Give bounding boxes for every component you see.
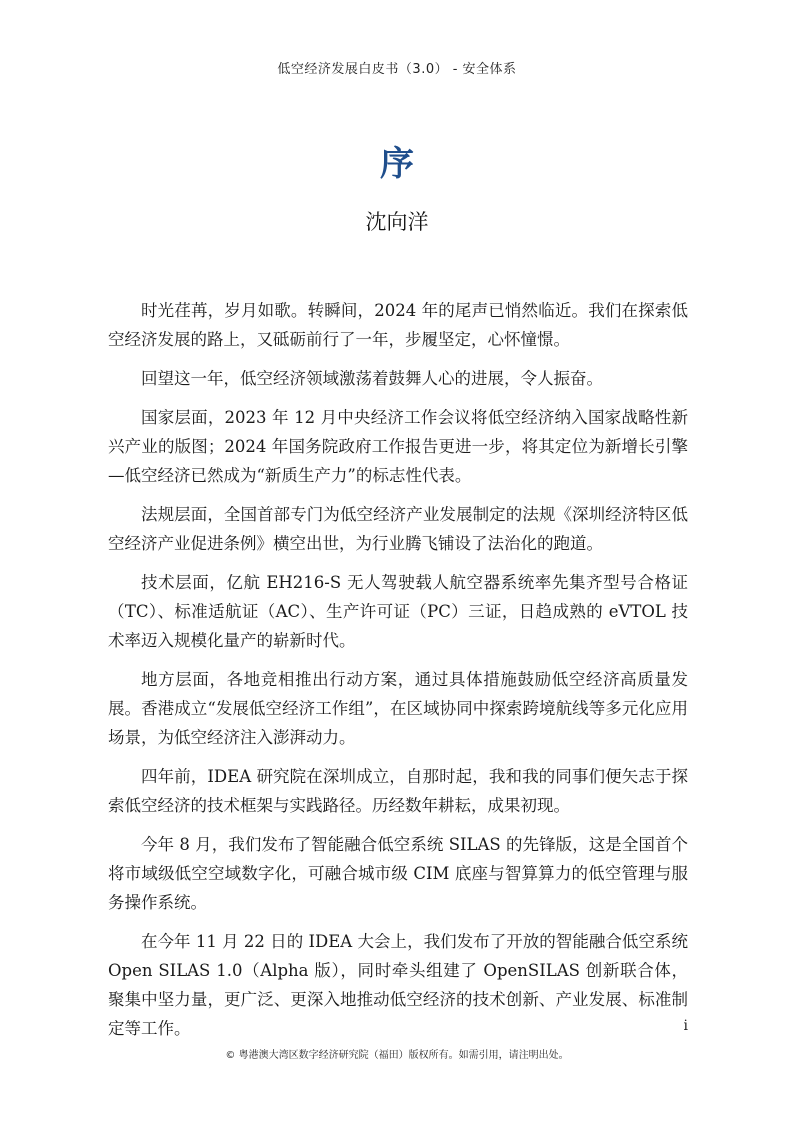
paragraph: 国家层面，2023 年 12 月中央经济工作会议将低空经济纳入国家战略性新兴产业的版图；2024 年国务院政府工作报告更进一步，将其定位为新增长引擎—低空经济已然成为“新质生产力”的标志性代表。 <box>108 408 688 485</box>
paragraph: 在今年 11 月 22 日的 IDEA 大会上，我们发布了开放的智能融合低空系统 Open SILAS 1.0（Alpha 版），同时牵头组建了 OpenSILAS 创新联合体，聚集中坚力量，更广泛、更深入地推动低空经济的技术创新、产业发展、标准制定等工作。 <box>108 932 688 1038</box>
chapter-title: 序 <box>380 144 414 184</box>
author-name: 沈向洋 <box>365 210 429 234</box>
paragraph: 今年 8 月，我们发布了智能融合低空系统 SILAS 的先锋版，这是全国首个将市域级低空空域数字化，可融合城市级 CIM 底座与智算算力的低空管理与服务操作系统。 <box>108 835 688 912</box>
footer-copyright: © 粤港澳大湾区数字经济研究院（福田）版权所有。如需引用，请注明出处。 <box>225 1050 569 1061</box>
paragraph: 技术层面，亿航 EH216-S 无人驾驶载人航空器系统率先集齐型号合格证（TC）、标准适航证（AC）、生产许可证（PC）三证，日趋成熟的 eVTOL 技术率迈入规模化量产的崭新时代。 <box>108 573 688 650</box>
running-header: 低空经济发展白皮书（3.0） - 安全体系 <box>277 62 517 77</box>
paragraph: 地方层面，各地竞相推出行动方案，通过具体措施鼓励低空经济高质量发展。香港成立“发展低空经济工作组”，在区域协同中探索跨境航线等多元化应用场景，为低空经济注入澎湃动力。 <box>108 670 688 747</box>
paragraph: 时光荏苒，岁月如歌。转瞬间，2024 年的尾声已悄然临近。我们在探索低空经济发展的路上，又砥砺前行了一年，步履坚定，心怀憧憬。 <box>108 301 688 349</box>
paragraph: 四年前，IDEA 研究院在深圳成立，自那时起，我和我的同事们便矢志于探索低空经济的技术框架与实践路径。历经数年耕耘，成果初现。 <box>108 767 688 815</box>
paragraph: 法规层面，全国首部专门为低空经济产业发展制定的法规《深圳经济特区低空经济产业促进条例》横空出世，为行业腾飞铺设了法治化的跑道。 <box>108 505 688 553</box>
body-text <box>108 296 688 1053</box>
paragraph: 回望这一年，低空经济领域激荡着鼓舞人心的进展，令人振奋。 <box>141 369 603 388</box>
page-number: i <box>683 1018 688 1034</box>
